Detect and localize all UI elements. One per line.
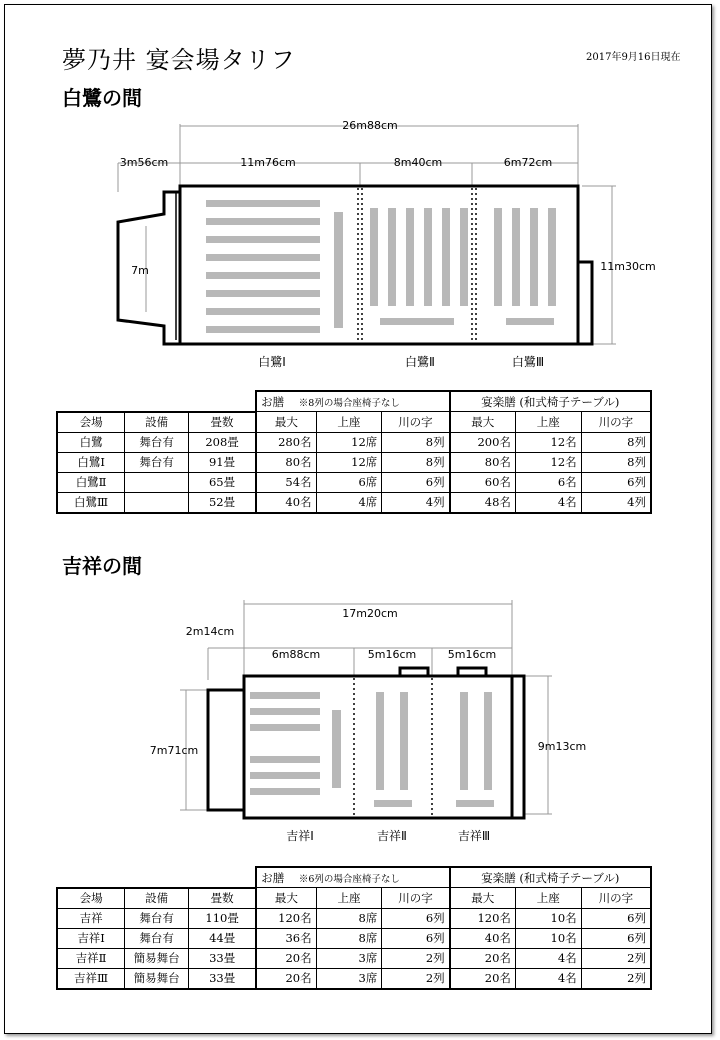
floorplan-kissho [0,580,720,860]
room-label-shirasagi-2: 白鷺Ⅱ [405,355,435,369]
dim-total-width: 17m20cm [342,607,398,620]
section-title-kissho: 吉祥の間 [62,554,142,578]
document-title: 夢乃井 宴会場タリフ [62,46,296,74]
dim-total-width: 26m88cm [342,119,398,132]
header-row: 会場 設備 畳数 最大 上座 川の字 最大 上座 川の字 [57,412,651,433]
section-title-shirasagi: 白鷺の間 [62,86,142,110]
table-row: 吉祥Ⅰ 舞台有 44畳 36名 8席 6列 40名 10名 6列 [57,928,651,948]
dim-height: 11m30cm [600,260,656,273]
dim-room1-width: 6m88cm [271,648,321,661]
room-label-kissho-1: 吉祥Ⅰ [286,829,314,843]
table-row: 白鷺 舞台有 208畳 280名 12席 8列 200名 12名 8列 [57,432,651,452]
dim-room3-width: 6m72cm [503,156,553,169]
tariff-table-shirasagi [56,390,652,514]
room-label-shirasagi-3: 白鷺Ⅲ [511,355,545,369]
table-row: 白鷺Ⅱ 65畳 54名 6席 6列 60名 6名 6列 [57,472,651,492]
dim-room2-width: 8m40cm [393,156,443,169]
group-header-ozen: お膳 ※8列の場合座椅子なし [256,391,449,412]
tariff-table-kissho [56,866,652,990]
dim-room3-width: 5m16cm [447,648,497,661]
dim-room1-width: 11m76cm [240,156,296,169]
dim-stage-depth: 7m71cm [149,744,199,757]
dim-stage-width: 3m56cm [119,156,169,169]
dim-stage-depth: 7m [131,264,149,277]
document-date: 2017年9月16日現在 [586,52,681,63]
group-header-enraku: 宴楽膳 (和式椅子テーブル) [450,867,651,888]
room-label-kissho-3: 吉祥Ⅲ [457,829,491,843]
dim-stage-width: 2m14cm [185,625,235,638]
header-row: 会場 設備 畳数 最大 上座 川の字 最大 上座 川の字 [57,888,651,909]
table-row: 吉祥 舞台有 110畳 120名 8席 6列 120名 10名 6列 [57,908,651,928]
table-row: 白鷺Ⅰ 舞台有 91畳 80名 12席 8列 80名 12名 8列 [57,452,651,472]
group-header-enraku: 宴楽膳 (和式椅子テーブル) [450,391,651,412]
table-row: 白鷺Ⅲ 52畳 40名 4席 4列 48名 4名 4列 [57,492,651,513]
dim-height: 9m13cm [537,740,587,753]
table-row: 吉祥Ⅲ 簡易舞台 33畳 20名 3席 2列 20名 4名 2列 [57,968,651,989]
table-row: 吉祥Ⅱ 簡易舞台 33畳 20名 3席 2列 20名 4名 2列 [57,948,651,968]
room-label-shirasagi-1: 白鷺Ⅰ [258,355,286,369]
group-header-ozen: お膳 ※6列の場合座椅子なし [256,867,449,888]
floorplan-shirasagi [0,0,720,400]
dim-room2-width: 5m16cm [367,648,417,661]
room-label-kissho-2: 吉祥Ⅱ [377,829,407,843]
